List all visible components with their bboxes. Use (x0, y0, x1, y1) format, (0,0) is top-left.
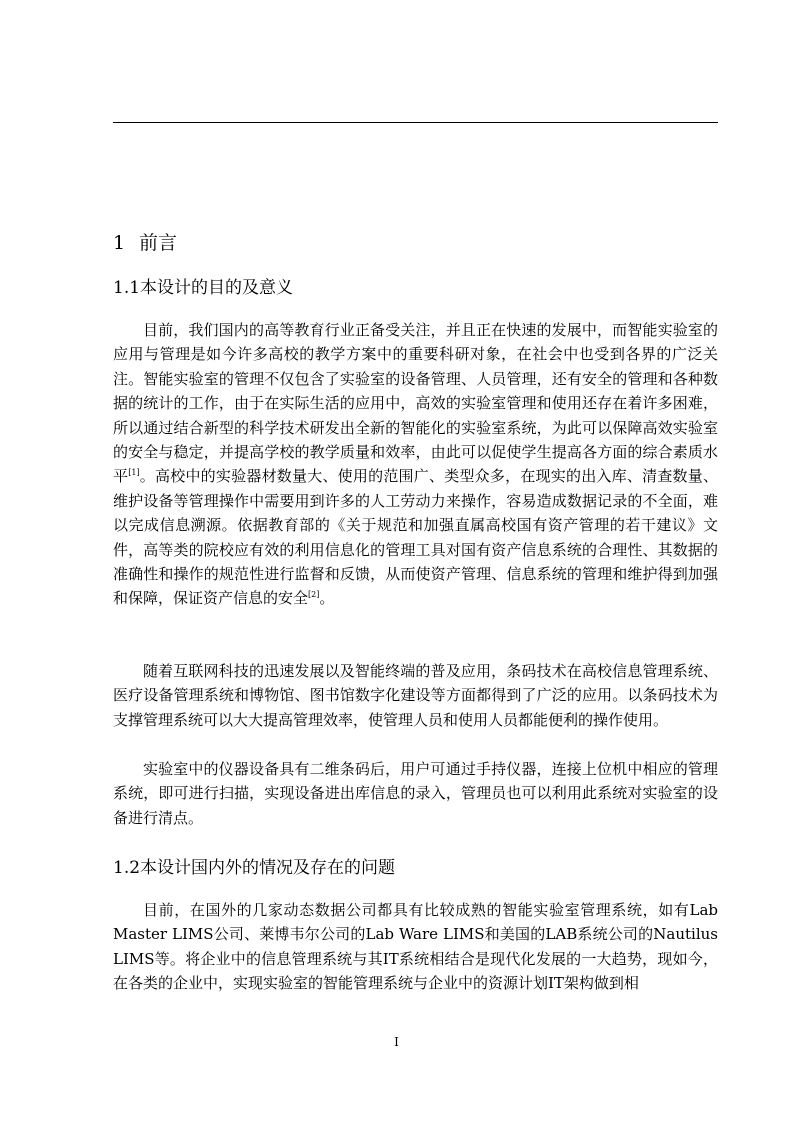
section-heading-1-2 (113, 853, 395, 878)
paragraph-2: 随着互联网科技的迅速发展以及智能终端的普及应用，条码技术在高校信息管理系统、医疗设备管理系统和博物馆、图书馆数字化建设等方面都得到了广泛的应用。以条码技术为支撑管理系统可以大大提高管理效率，使管理人员和使用人员都能便利的操作使用。 (113, 662, 718, 729)
paragraph-1 (113, 318, 718, 611)
section-number: 1.1 (113, 278, 141, 298)
paragraph-1-part-a: 目前，我们国内的高等教育行业正备受关注，并且正在快速的发展中，而智能实验室的应用与管理是如今许多高校的教学方案中的重要科研对象，在社会中也受到各界的广泛关注。智能实验室的管理不仅包含了实验室的设备管理、人员管理，还有安全的管理和各种数据的统计的工作，由于在实际生活的应用中，高效的实验室管理和使用还存在着许多困难，所以通过结合新型的科学技术研发出全新的智能化的实验室系统，为此可以保障高效实验室的安全与稳定，并提高学校的教学质量和效率，由此可以促使学生提高各方面的综合素质水平 (113, 321, 718, 486)
paragraph-3: 实验室中的仪器设备具有二维条码后，用户可通过手持仪器，连接上位机中相应的管理系统，即可进行扫描，实现设备进出库信息的录入，管理员也可以利用此系统对实验室的设备进行清点。 (113, 760, 718, 827)
section-title: 本设计的目的及意义 (140, 278, 294, 298)
chapter-title: 前言 (139, 232, 178, 254)
chapter-heading (113, 228, 177, 255)
header-rule (113, 122, 718, 123)
paragraph-1-part-c: 。 (319, 589, 335, 608)
page-number: I (394, 1035, 399, 1049)
paragraph-4: 目前，在国外的几家动态数据公司都具有比较成熟的智能实验室管理系统，如有Lab Master LIMS公司、莱博韦尔公司的Lab Ware LIMS和美国的LAB系统公司的Nautilus LIMS等。将企业中的信息管理系统与其IT系统相结合是现代化发展的一大趋势，现如今，在各类的企业中，实现实验室的智能管理系统与企业中的资源计划IT架构做到相 (113, 901, 718, 993)
paragraph-1-part-b: 。高校中的实验器材数量大、使用的范围广、类型众多，在现实的出入库、清查数量、维护设备等管理操作中需要用到许多的人工劳动力来操作，容易造成数据记录的不全面，难以完成信息溯源。依据教育部的《关于规范和加强直属高校国有资产管理的若干建议》文件，高等类的院校应有效的利用信息化的管理工具对国有资产信息系统的合理性、其数据的准确性和操作的规范性进行监督和反馈，从而使资产管理、信息系统的管理和维护得到加强和保障，保证资产信息的安全 (113, 467, 718, 608)
citation-2: [2] (308, 590, 320, 600)
section-number: 1.2 (113, 858, 141, 878)
citation-1: [1] (128, 468, 140, 478)
section-title: 本设计国内外的情况及存在的问题 (140, 858, 396, 878)
section-heading-1-1 (113, 273, 293, 298)
chapter-number: 1 (113, 232, 126, 254)
